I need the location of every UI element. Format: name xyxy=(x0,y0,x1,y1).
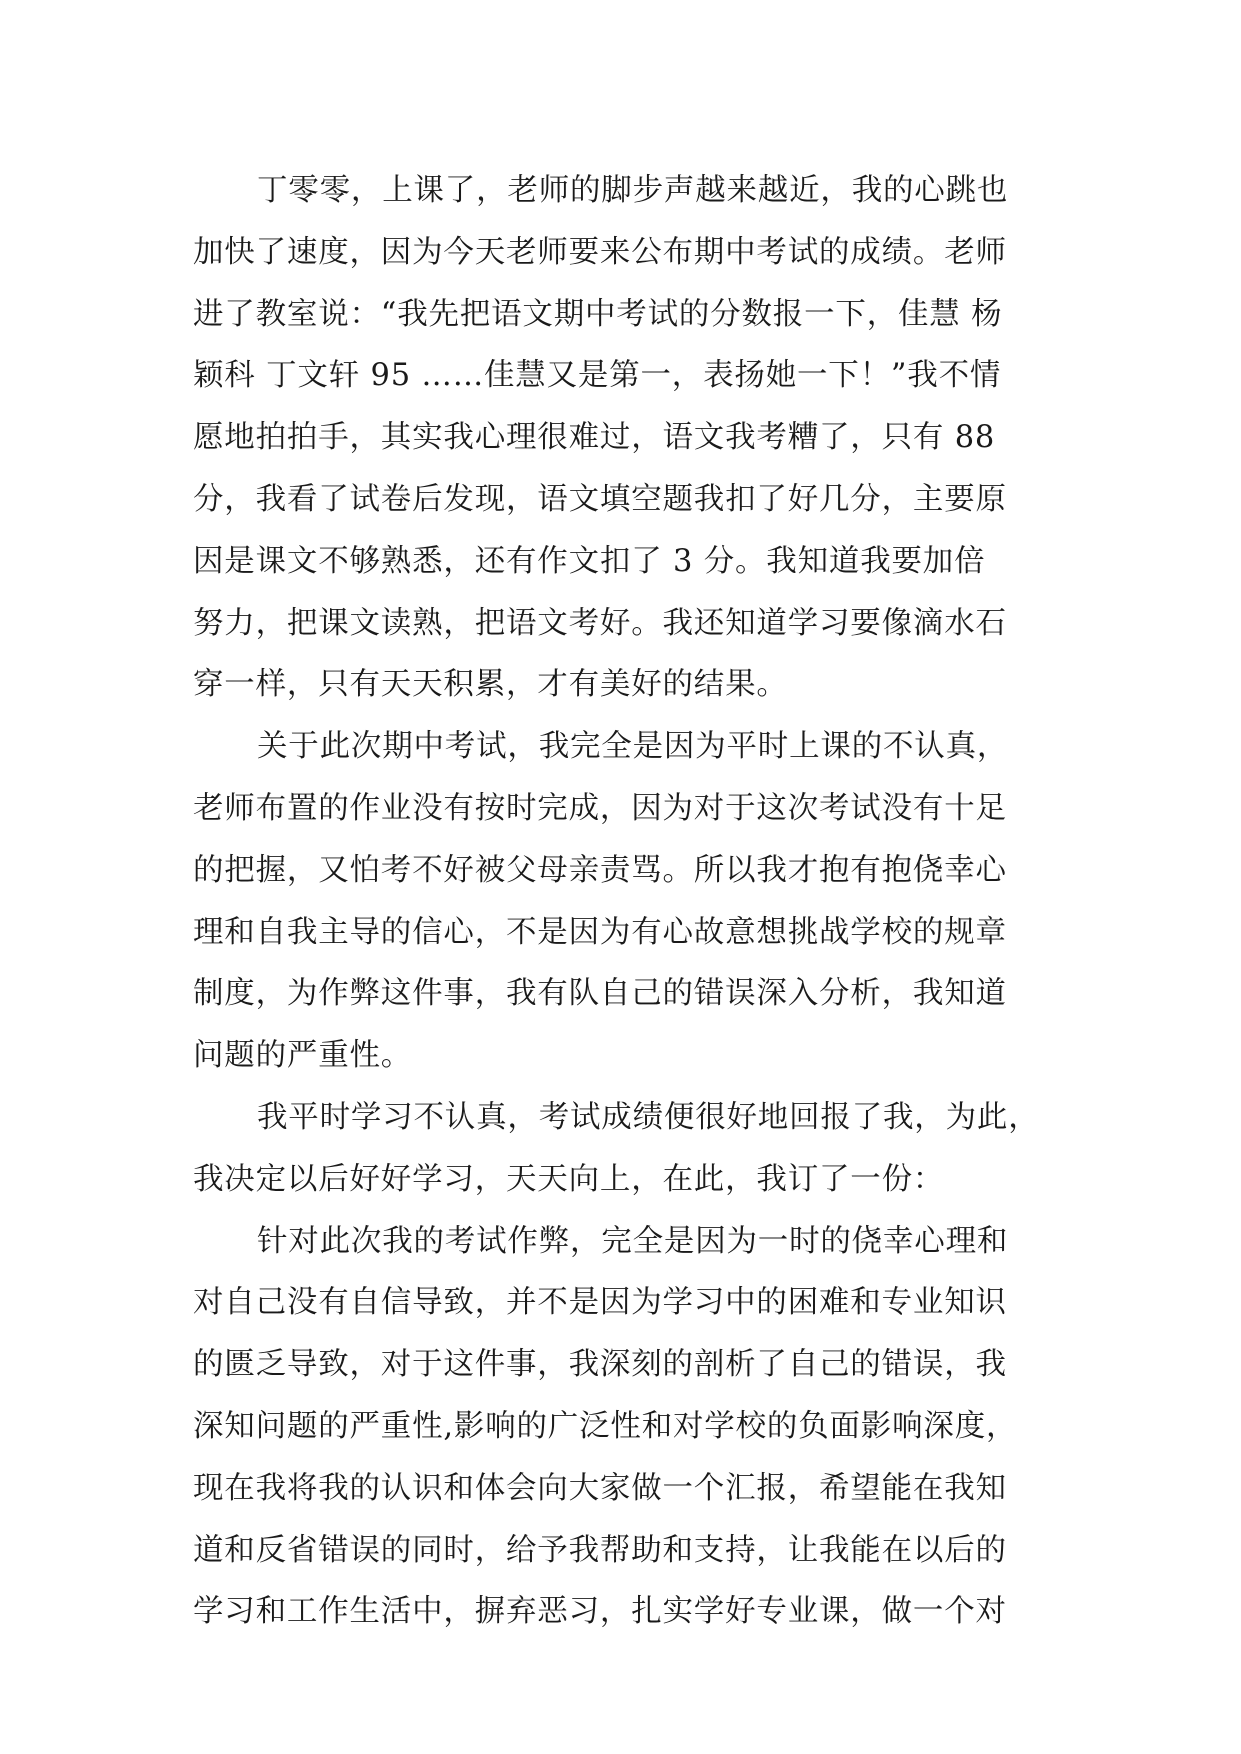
paragraph-line: 针对此次我的考试作弊，完全是因为一时的侥幸心理和 xyxy=(257,1223,1009,1259)
paragraph-1 xyxy=(193,160,1063,716)
paragraph-line: 进了教室说：“我先把语文期中考试的分数报一下，佳慧 杨 xyxy=(193,296,1003,332)
paragraph-line: 老师布置的作业没有按时完成，因为对于这次考试没有十足 xyxy=(193,790,1007,826)
paragraph-line: 颖科 丁文轩 95 ……佳慧又是第一，表扬她一下！”我不情 xyxy=(193,358,1002,394)
paragraph-line: 分，我看了试卷后发现，语文填空题我扣了好几分，主要原 xyxy=(193,481,1007,517)
paragraph-line: 加快了速度，因为今天老师要来公布期中考试的成绩。老师 xyxy=(193,234,1007,270)
paragraph-line: 深知问题的严重性,影响的广泛性和对学校的负面影响深度， xyxy=(193,1408,1018,1444)
paragraph-line: 的匮乏导致，对于这件事，我深刻的剖析了自己的错误，我 xyxy=(193,1347,1007,1383)
paragraph-line: 丁零零，上课了，老师的脚步声越来越近，我的心跳也 xyxy=(257,173,1009,208)
paragraph-line: 问题的严重性。 xyxy=(193,1038,413,1074)
paragraph-line: 穿一样，只有天天积累，才有美好的结果。 xyxy=(193,667,788,703)
paragraph-line: 关于此次期中考试，我完全是因为平时上课的不认真， xyxy=(257,729,1009,765)
paragraph-line: 学习和工作生活中，摒弃恶习，扎实学好专业课，做一个对 xyxy=(193,1594,1007,1630)
paragraph-4 xyxy=(193,1211,1063,1644)
paragraph-line: 我决定以后好好学习，天天向上，在此，我订了一份： xyxy=(193,1161,945,1197)
paragraph-line: 的把握，又怕考不好被父母亲责骂。所以我才抱有抱侥幸心 xyxy=(193,852,1007,888)
paragraph-3 xyxy=(193,1087,1063,1211)
paragraph-line: 愿地拍拍手，其实我心理很难过，语文我考糟了，只有 88 xyxy=(193,420,996,456)
paragraph-line: 对自己没有自信导致，并不是因为学习中的困难和专业知识 xyxy=(193,1285,1007,1321)
paragraph-line: 道和反省错误的同时，给予我帮助和支持，让我能在以后的 xyxy=(193,1532,1007,1568)
paragraph-line: 努力，把课文读熟，把语文考好。我还知道学习要像滴水石 xyxy=(193,605,1007,641)
paragraph-line: 制度，为作弊这件事，我有队自己的错误深入分析，我知道 xyxy=(193,976,1007,1012)
paragraph-2 xyxy=(193,716,1063,1087)
document-body xyxy=(193,160,1063,1643)
paragraph-line: 因是课文不够熟悉，还有作文扣了 3 分。我知道我要加倍 xyxy=(193,543,986,579)
paragraph-line: 理和自我主导的信心，不是因为有心故意想挑战学校的规章 xyxy=(193,914,1007,950)
paragraph-line: 我平时学习不认真，考试成绩便很好地回报了我，为此， xyxy=(257,1099,1040,1135)
paragraph-line: 现在我将我的认识和体会向大家做一个汇报，希望能在我知 xyxy=(193,1470,1007,1506)
